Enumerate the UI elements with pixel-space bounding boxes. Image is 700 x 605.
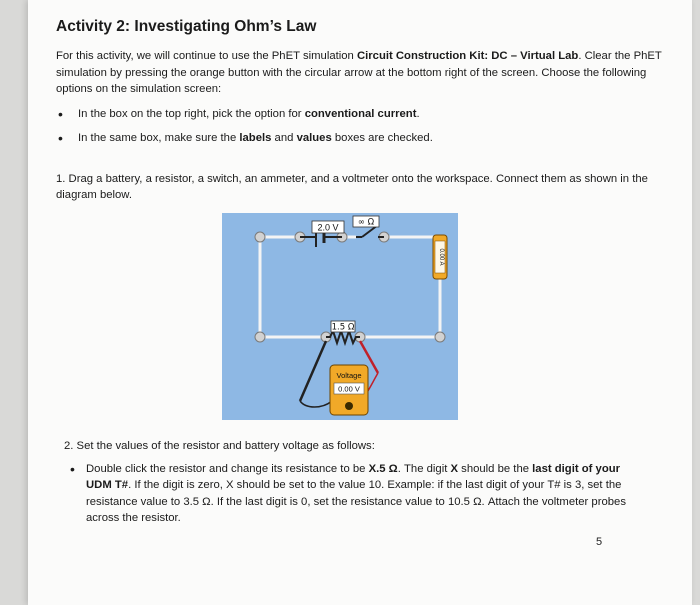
step-2-text-4: . If the digit is zero, X should be set to the value 10. Example: if the last digit of your T# is 3, set the resistance value to 3.5 Ω. If the last digit is 0, set the resistance value to 10.5 Ω. Attach the voltmeter probes across the resistor. [86,479,626,524]
battery-label: 2.0 V [317,222,339,233]
bullet-text-bold: conventional current [304,107,417,120]
bullet-text-pre: In the box on the top right, pick the option for [78,107,305,120]
voltmeter-title: Voltage [336,371,362,380]
step-2-text-2: . The digit [397,462,451,475]
list-item [56,106,666,123]
resistor-label: 1.5 Ω [331,322,355,333]
page-title: Activity 2: Investigating Ohm’s Law [56,18,317,35]
junction-node[interactable] [435,332,445,342]
ammeter-reading: 0.00 A [438,248,444,266]
bullet-text-post: . [416,107,420,120]
options-list [56,106,666,147]
voltmeter-value: 0.00 V [338,384,360,394]
step-2-section [64,438,644,527]
junction-node[interactable] [255,332,265,342]
intro-paragraph [56,48,666,98]
step-2-bold-1: X.5 Ω [368,462,398,475]
step-2-instruction [64,461,644,527]
junction-node[interactable] [255,232,265,242]
step-2-text-1: Double click the resistor and change its resistance to be [86,462,369,475]
circuit-diagram [222,213,458,420]
step-2-bold-2: X [450,462,459,475]
ammeter[interactable] [433,235,447,279]
page-content [56,18,666,204]
bullet-text-mid: and [271,132,297,144]
intro-text-2: . Clear the PhET simulation by pressing the orange button with the circular arrow at the bottom right of the screen. Choose the following options on the simulation screen: [56,50,662,95]
bullet-icon: • [58,105,63,122]
bullet-icon: • [58,130,63,146]
step-2-heading: 2. Set the values of the resistor and battery voltage as follows: [64,440,375,452]
bullet-text-post: boxes are checked. [331,132,433,144]
bullet-text-bold-2: values [296,132,332,144]
voltmeter-dial-icon [345,402,353,410]
list-item [56,130,666,147]
intro-text-1: For this activity, we will continue to use the PhET simulation [56,50,357,62]
page-number: 5 [596,536,603,548]
bullet-text-bold: labels [239,132,272,144]
bullet-text-pre: In the same box, make sure the [78,132,240,144]
step-2-bold-3: last digit of your UDM T# [86,462,621,491]
switch-label: ∞ Ω [357,217,375,228]
step-1-text: 1. Drag a battery, a resistor, a switch, an ammeter, and a voltmeter onto the workspace. Connect them as shown in the diagram below. [56,172,648,201]
step-2-text-3: should be the [458,462,533,475]
intro-sim-name: Circuit Construction Kit: DC – Virtual Lab [356,50,579,62]
bullet-icon: • [70,460,75,477]
